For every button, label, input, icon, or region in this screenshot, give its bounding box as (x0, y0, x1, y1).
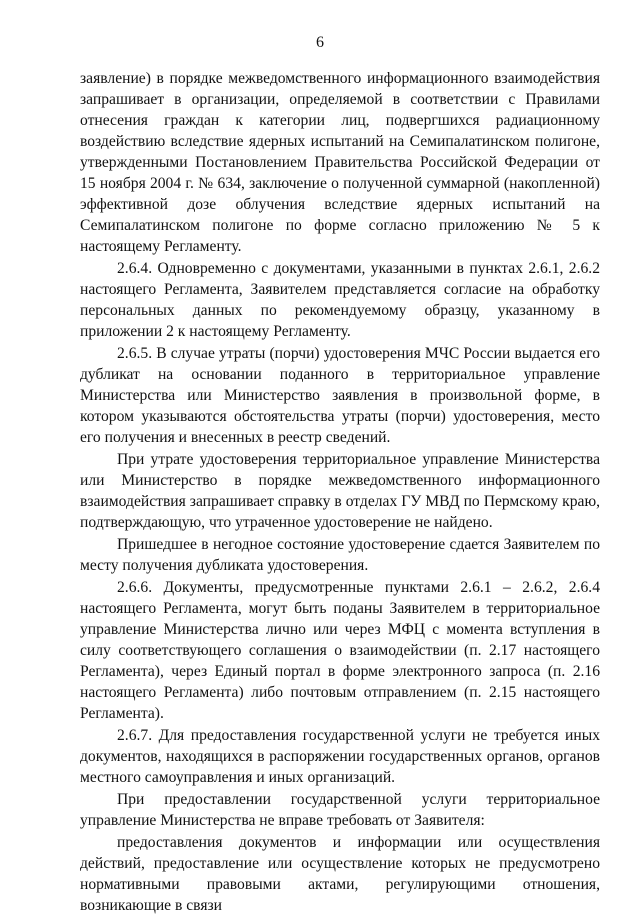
paragraph-2-6-7: 2.6.7. Для предоставления государственной услуги не требуется иных документов, находящихся в распоряжении государственных органов, органов местного самоуправления и иных организаций. (80, 727, 600, 786)
paragraph-continuation: заявление) в порядке межведомственного информационного взаимодействия запрашивает в организации, определяемой в соответствии с Правилами отнесения граждан к категории лиц, подвергшихся радиационному воздействию вследствие ядерных испытаний на Семипалатинском полигоне, утвержденными Постановлением Правительства Российской Федерации от 15 ноября 2004 г. № 634, заключение о полученной суммарной (накопленной) эффективной дозе облучения вследствие ядерных испытаний на Семипалатинском полигоне по форме согласно приложению № 5 к настоящему Регламенту. (80, 70, 600, 255)
paragraph-damaged-certificate: Пришедшее в негодное состояние удостоверение сдается Заявителем по месту получения дубликата удостоверения. (80, 536, 600, 574)
paragraph-2-6-4: 2.6.4. Одновременно с документами, указанными в пунктах 2.6.1, 2.6.2 настоящего Регламента, Заявителем представляется согласие на обработку персональных данных по рекомендуемому образцу, указанному в приложении 2 к настоящему Регламенту. (80, 260, 600, 340)
paragraph-2-6-6: 2.6.6. Документы, предусмотренные пунктами 2.6.1 – 2.6.2, 2.6.4 настоящего Регламента, могут быть поданы Заявителем в территориальное управление Министерства лично или через МФЦ с момента вступления в силу соответствующего соглашения о взаимодействии (п. 2.17 настоящего Регламента), через Единый портал в форме электронного запроса (п. 2.16 настоящего Регламента) либо почтовым отправлением (п. 2.15 настоящего Регламента). (80, 579, 600, 722)
document-body (80, 68, 600, 917)
paragraph-prohibition-item: предоставления документов и информации или осуществления действий, предоставление или осуществление которых не предусмотрено нормативными правовыми актами, регулирующими отношения, возникающие в связи (80, 834, 600, 914)
paragraph-2-6-5: 2.6.5. В случае утраты (порчи) удостоверения МЧС России выдается его дубликат на основании поданного в территориальное управление Министерства или Министерство заявления в произвольной форме, в котором указываются обстоятельства утраты (порчи) удостоверения, место его получения и внесенных в реестр сведений. (80, 345, 600, 446)
page-number: 6 (316, 34, 324, 51)
paragraph-loss-inquiry: При утрате удостоверения территориальное управление Министерства или Министерство в порядке межведомственного информационного взаимодействия запрашивает справку в отделах ГУ МВД по Пермскому краю, подтверждающую, что утраченное удостоверение не найдено. (80, 451, 600, 531)
paragraph-prohibitions-intro: При предоставлении государственной услуги территориальное управление Министерства не вправе требовать от Заявителя: (80, 791, 600, 829)
